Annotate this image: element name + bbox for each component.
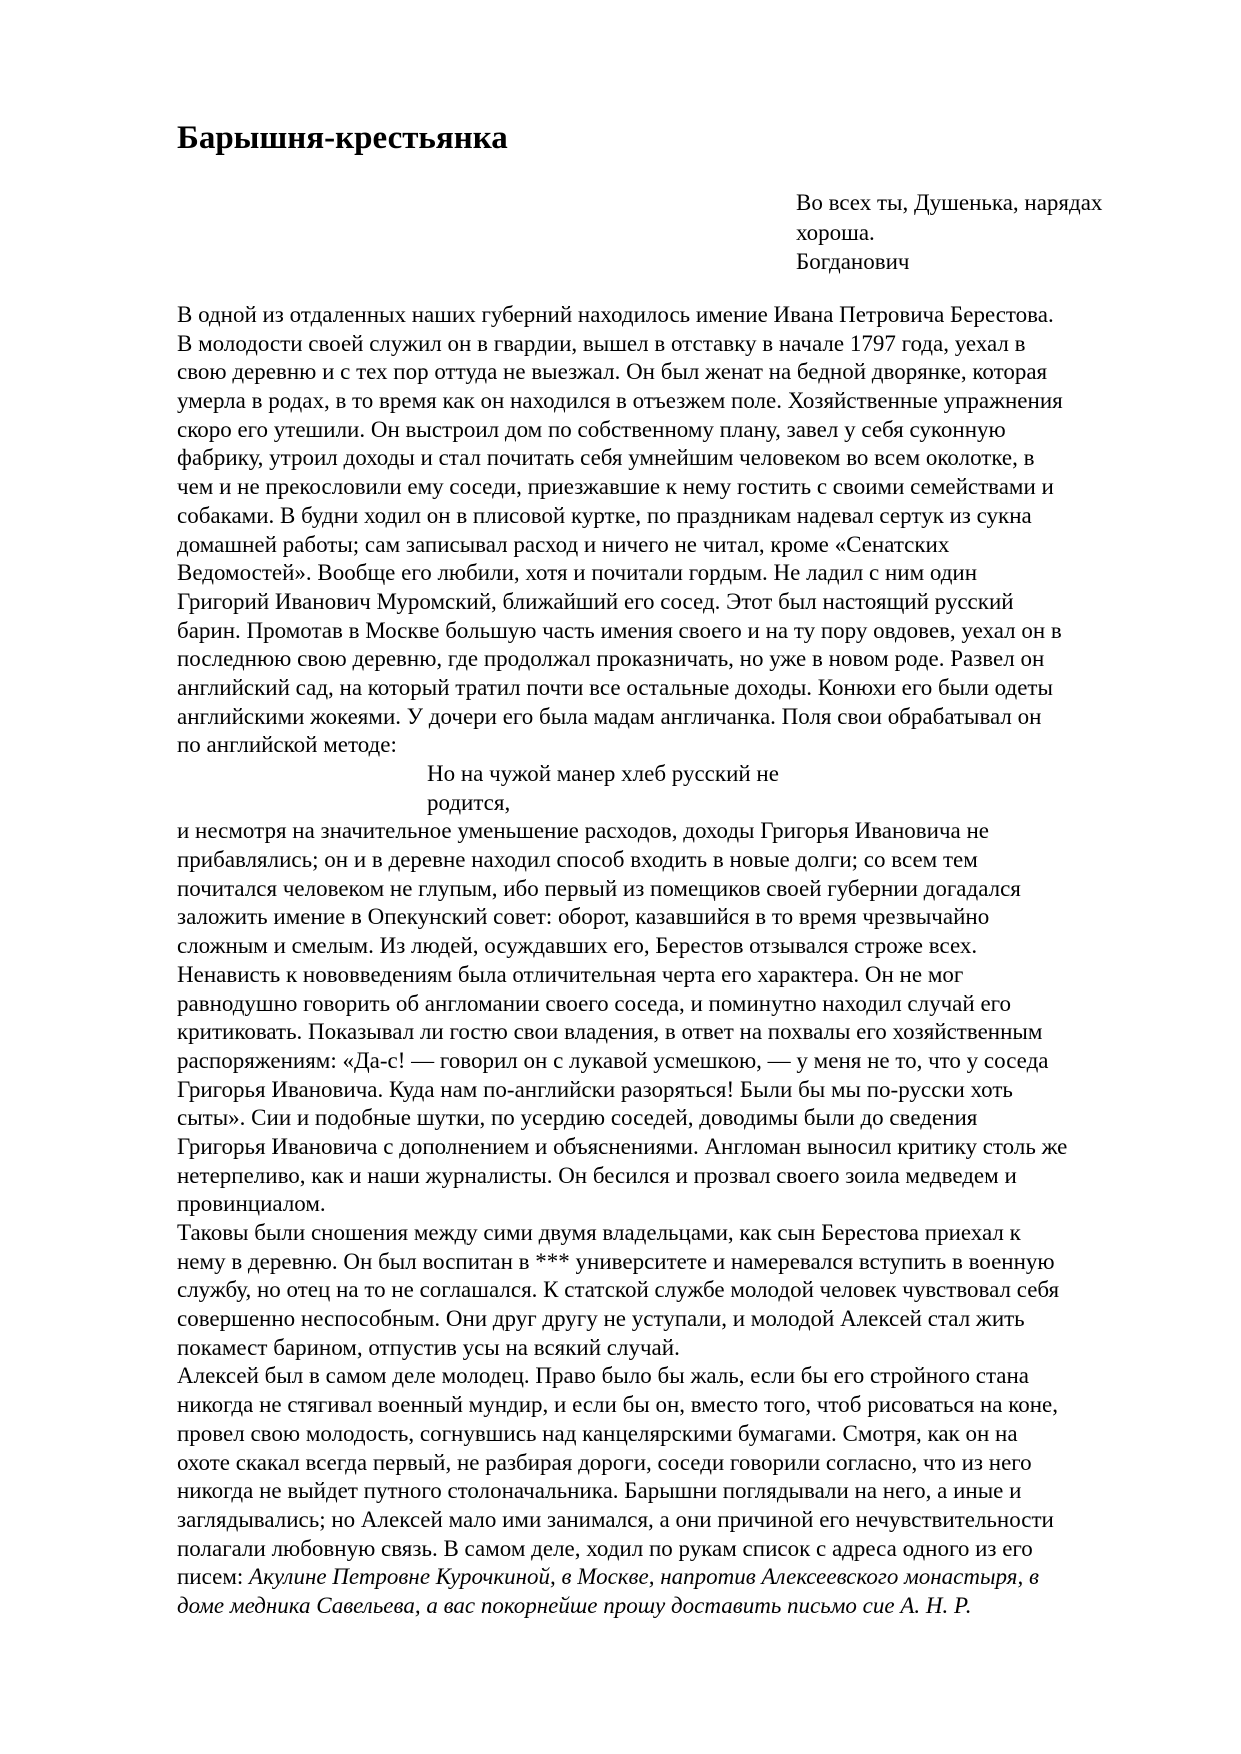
line-text: прибавлялись; он и в деревне находил способ входить в новые долги; со всем тем	[177, 847, 978, 873]
text-line	[177, 1334, 1167, 1363]
text-line	[177, 1535, 1167, 1564]
line-text: равнодушно говорить об англомании своего соседа, и поминутно находил случай его	[177, 990, 1012, 1016]
line-text: последнюю свою деревню, где продолжал проказничать, но уже в новом роде. Развел он	[177, 646, 1045, 672]
text-line	[177, 961, 1167, 990]
text-line	[177, 444, 1167, 473]
line-text: Ведомостей». Вообще его любили, хотя и почитали гордым. Не ладил с ним один	[177, 560, 978, 586]
text-line	[177, 731, 1167, 760]
line-text: собаками. В будни ходил он в плисовой куртке, по праздникам надевал сертук из сукна	[177, 502, 1032, 528]
line-text: нему в деревню. Он был воспитан в *** университете и намеревался вступить в военную	[177, 1248, 1055, 1274]
text-line	[177, 1420, 1167, 1449]
text-line	[177, 703, 1167, 732]
line-text: Григорья Ивановича с дополнением и объяснениями. Англоман выносил критику столь же	[177, 1133, 1068, 1159]
line-text: сыты». Сии и подобные шутки, по усердию соседей, доводимы были до сведения	[177, 1105, 978, 1131]
line-text: критиковать. Показывал ли гостю свои владения, в ответ на похвалы его хозяйственным	[177, 1019, 1043, 1045]
text-line	[177, 1563, 1167, 1592]
line-text: почитался человеком не глупым, ибо первый из помещиков своей губернии догадался	[177, 875, 1021, 901]
document-title: Барышня-крестьянка	[177, 120, 508, 156]
text-line	[177, 1305, 1167, 1334]
text-line	[177, 875, 1167, 904]
text-line	[177, 817, 1167, 846]
line-text: В молодости своей служил он в гвардии, вышел в отставку в начале 1797 года, уехал в	[177, 330, 1026, 356]
text-line	[177, 990, 1167, 1019]
text-line	[177, 301, 1167, 330]
line-text: нетерпеливо, как и наши журналисты. Он бесился и прозвал своего зоила медведем и	[177, 1162, 1017, 1188]
line-text: Григорья Ивановича. Куда нам по-английски разоряться! Были бы мы по-русски хоть	[177, 1076, 1013, 1102]
verse-line	[177, 760, 1167, 789]
text-line	[177, 1248, 1167, 1277]
line-text: провел свою молодость, согнувшись над канцелярскими бумагами. Смотря, как он на	[177, 1420, 1018, 1446]
text-line	[177, 1162, 1167, 1191]
text-line	[177, 1133, 1167, 1162]
text-line	[177, 1047, 1167, 1076]
line-text: распоряжениям: «Да-с! — говорил он с лукавой усмешкою, — у меня не то, что у соседа	[177, 1047, 1049, 1073]
line-text: фабрику, утроил доходы и стал почитать себя умнейшим человеком во всем околотке, в	[177, 445, 1035, 471]
text-line	[177, 1276, 1167, 1305]
line-text: охоте скакал всегда первый, не разбирая дороги, соседи говорили согласно, что из него	[177, 1449, 1032, 1475]
text-line	[177, 358, 1167, 387]
text-line	[177, 387, 1167, 416]
text-line	[177, 1219, 1167, 1248]
text-line	[177, 1449, 1167, 1478]
line-text: полагали любовную связь. В самом деле, ходил по рукам список с адреса одного из его	[177, 1535, 1033, 1561]
line-text: Алексей был в самом деле молодец. Право было бы жаль, если бы его стройного стана	[177, 1363, 1030, 1389]
epigraph	[796, 188, 1156, 277]
text-line	[177, 645, 1167, 674]
text-line	[177, 1391, 1167, 1420]
line-text: писем:	[177, 1564, 250, 1590]
line-text: В одной из отдаленных наших губерний находилось имение Ивана Петровича Берестова.	[177, 302, 1054, 327]
line-text: покамест барином, отпустив усы на всякий случай.	[177, 1334, 680, 1360]
line-text: английскими жокеями. У дочери его была мадам англичанка. Поля свои обрабатывал он	[177, 703, 1042, 729]
line-text: умерла в родах, в то время как он находился в отъезжем поле. Хозяйственные упражнения	[177, 388, 1063, 414]
line-text: провинциалом.	[177, 1191, 326, 1217]
verse-line	[177, 789, 1167, 818]
text-line	[177, 1190, 1167, 1219]
line-text: родится,	[427, 789, 511, 815]
line-text: Но на чужой манер хлеб русский не	[427, 761, 779, 786]
line-text: заложить имение в Опекунский совет: оборот, казавшийся в то время чрезвычайно	[177, 904, 990, 930]
line-text: совершенно неспособным. Они друг другу не уступали, и молодой Алексей стал жить	[177, 1306, 1025, 1332]
line-text: чем и не прекословили ему соседи, приезжавшие к нему гостить с своими семействами и	[177, 474, 1054, 500]
line-italic-text: доме медника Савельева, а вас покорнейше прошу доставить письмо сие А. Н. Р.	[177, 1592, 972, 1618]
text-line	[177, 1076, 1167, 1105]
line-text: службу, но отец на то не соглашался. К статской службе молодой человек чувствовал себя	[177, 1277, 1060, 1303]
line-text: и несмотря на значительное уменьшение расходов, доходы Григорья Ивановича не	[177, 818, 989, 844]
line-text: Таковы были сношения между сими двумя владельцами, как сын Берестова приехал к	[177, 1220, 1021, 1245]
epigraph-line: Во всех ты, Душенька, нарядах	[796, 190, 1103, 215]
line-text: домашней работы; сам записывал расход и ничего не читал, кроме «Сенатских	[177, 531, 950, 557]
text-line	[177, 1477, 1167, 1506]
text-line	[177, 1506, 1167, 1535]
line-italic-text: Акулине Петровне Курочкиной, в Москве, напротив Алексеевского монастыря, в	[249, 1564, 1039, 1590]
line-text: Григорий Иванович Муромский, ближайший его сосед. Этот был настоящий русский	[177, 588, 1014, 614]
text-line	[177, 559, 1167, 588]
line-text: никогда не стягивал военный мундир, и если бы он, вместо того, чтоб рисоваться на коне,	[177, 1392, 1058, 1418]
line-text: барин. Промотав в Москве большую часть имения своего и на ту пору овдовев, уехал он в	[177, 617, 1062, 643]
text-line	[177, 617, 1167, 646]
text-line	[177, 846, 1167, 875]
body-text	[177, 301, 1167, 1621]
text-line	[177, 330, 1167, 359]
line-text: сложным и смелым. Из людей, осуждавших его, Берестов отзывался строже всех.	[177, 933, 978, 959]
line-text: заглядывались; но Алексей мало ими занимался, а они причиной его нечувствительности	[177, 1506, 1054, 1532]
line-text: английский сад, на который тратил почти все остальные доходы. Конюхи его были одеты	[177, 674, 1053, 700]
line-text: свою деревню и с тех пор оттуда не выезжал. Он был женат на бедной дворянке, которая	[177, 359, 1048, 385]
text-line	[177, 903, 1167, 932]
text-line	[177, 502, 1167, 531]
epigraph-line: хороша.	[796, 219, 875, 245]
text-line	[177, 531, 1167, 560]
text-line	[177, 932, 1167, 961]
text-line	[177, 473, 1167, 502]
line-text: никогда не выйдет путного столоначальника. Барышни поглядывали на него, а иные и	[177, 1478, 1022, 1504]
text-line	[177, 1104, 1167, 1133]
text-line	[177, 1592, 1167, 1621]
text-line	[177, 588, 1167, 617]
line-text: скоро его утешили. Он выстроил дом по собственному плану, завел у себя суконную	[177, 416, 1006, 442]
text-line	[177, 674, 1167, 703]
line-text: Ненависть к нововведениям была отличительная черта его характера. Он не мог	[177, 961, 964, 987]
text-line	[177, 1018, 1167, 1047]
epigraph-author: Богданович	[796, 249, 910, 274]
text-line	[177, 416, 1167, 445]
line-text: по английской методе:	[177, 732, 397, 758]
text-line	[177, 1362, 1167, 1391]
